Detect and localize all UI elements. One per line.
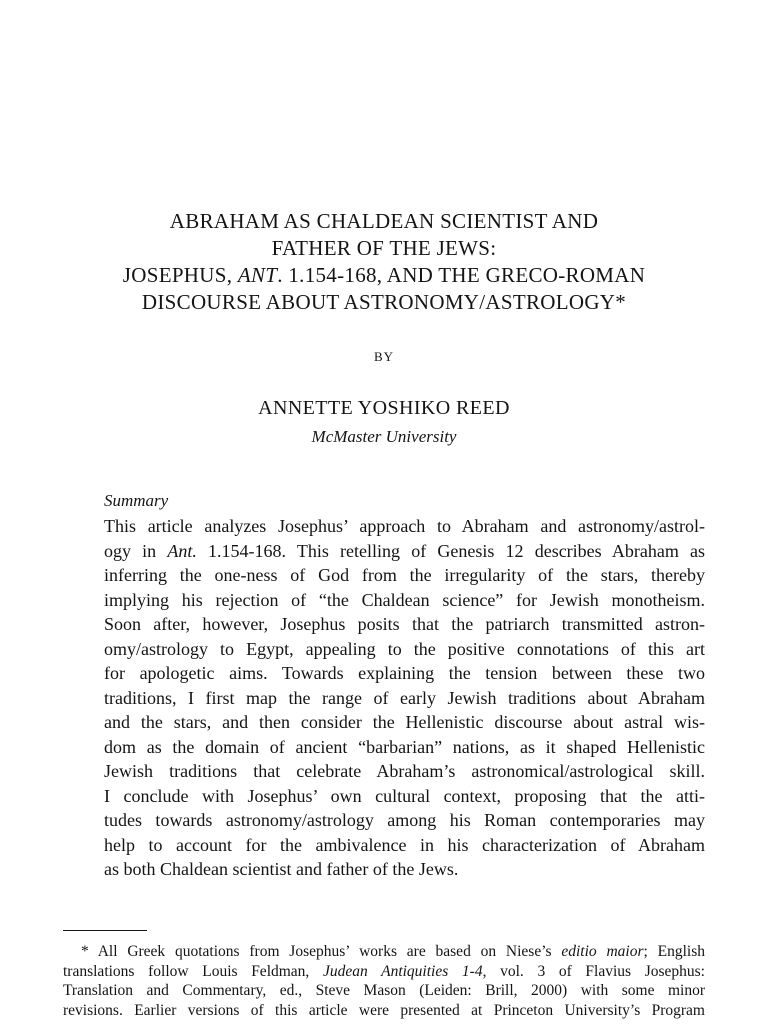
- title-abbrev-italic: ANT: [237, 263, 278, 287]
- author-name: ANNETTE YOSHIKO REED: [258, 397, 510, 419]
- byline-label: BY: [373, 349, 395, 364]
- footnote-line: revisions. Earlier versions of this article were presented at Princeton University’s Program: [63, 1001, 705, 1019]
- abstract-line: Soon after, however, Josephus posits that the patriarch transmitted astron-: [104, 614, 705, 634]
- abstract-abbrev-italic: Ant.: [167, 540, 197, 561]
- footnote-line: Translation and Commentary, ed., Steve Mason (Leiden: Brill, 2000) with some minor: [63, 982, 705, 999]
- title-text: JOSEPHUS,: [122, 263, 238, 287]
- abstract-body: [104, 514, 705, 882]
- title-line: [0, 262, 768, 289]
- footnote-line: [63, 962, 705, 982]
- title-line: DISCOURSE ABOUT ASTRONOMY/ASTROLOGY*: [141, 290, 627, 314]
- footnote-italic: editio maior: [561, 943, 644, 960]
- abstract-line: omy/astrology to Egypt, appealing to the positive connotations of this art: [104, 638, 705, 659]
- abstract-line: implying his rejection of “the Chaldean science” for Jewish monotheism.: [104, 589, 705, 610]
- footnote: [63, 942, 705, 1020]
- footnote-text: * All Greek quotations from Josephus’ works are based on Niese’s: [81, 943, 562, 960]
- abstract-line: This article analyzes Josephus’ approach to Abraham and astronomy/astrol-: [104, 516, 705, 536]
- abstract-line: and the stars, and then consider the Hellenistic discourse about astral wis-: [104, 712, 705, 732]
- author-affiliation: McMaster University: [311, 427, 457, 446]
- footnote-italic: Judean Antiquities 1-4: [322, 962, 483, 980]
- abstract-text: 1.154-168. This retelling of Genesis 12 describes Abraham as: [196, 540, 705, 561]
- article-title: [0, 208, 768, 316]
- abstract-line: inferring the one-ness of God from the irregularity of the stars, thereby: [104, 565, 705, 585]
- abstract-line: traditions, I first map the range of early Jewish traditions about Abraham: [104, 687, 705, 708]
- abstract-line: [104, 539, 705, 564]
- abstract-line: help to account for the ambivalence in his characterization of Abraham: [104, 834, 705, 855]
- abstract-line: for apologetic aims. Towards explaining the tension between these two: [104, 663, 705, 683]
- abstract-line: as both Chaldean scientist and father of the Jews.: [104, 859, 459, 879]
- abstract-text: ogy in: [104, 540, 168, 561]
- summary-heading: Summary: [104, 491, 169, 510]
- footnote-line: [63, 942, 705, 962]
- abstract-line: dom as the domain of ancient “barbarian” nations, as it shaped Hellenistic: [104, 736, 705, 757]
- footnote-text: , vol. 3 of Flavius Josephus:: [482, 962, 705, 980]
- footnote-text: translations follow Louis Feldman,: [63, 962, 323, 980]
- abstract-line: I conclude with Josephus’ own cultural context, proposing that the atti-: [104, 785, 705, 806]
- footnote-divider: [63, 930, 147, 931]
- footnote-text: ; English: [643, 943, 705, 960]
- abstract-line: tudes towards astronomy/astrology among his Roman contemporaries may: [104, 810, 705, 830]
- title-line: FATHER OF THE JEWS:: [271, 236, 497, 260]
- title-line: ABRAHAM AS CHALDEAN SCIENTIST AND: [169, 209, 599, 233]
- abstract-line: Jewish traditions that celebrate Abraham’s astronomical/astrological skill.: [104, 761, 705, 781]
- title-text: . 1.154-168, AND THE GRECO-ROMAN: [277, 263, 646, 287]
